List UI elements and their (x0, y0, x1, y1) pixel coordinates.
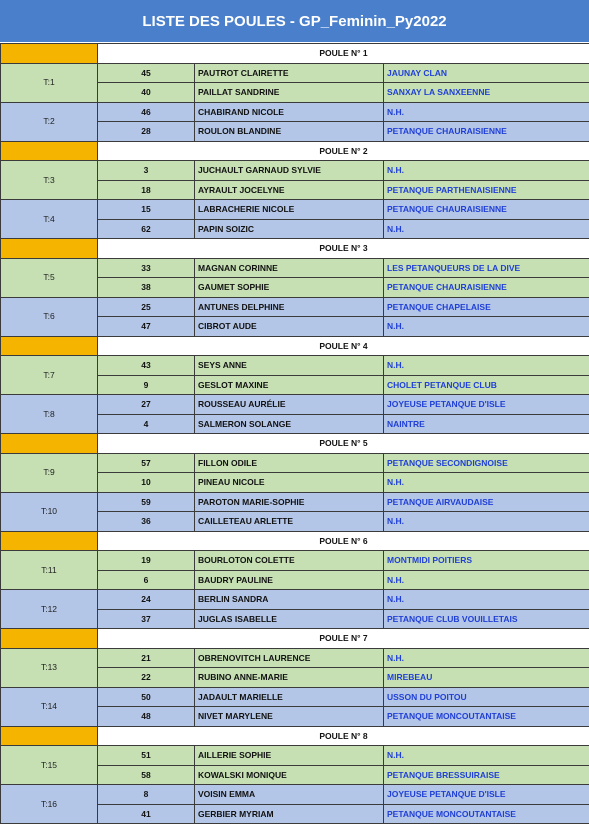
player-row (1, 492, 589, 512)
player-name: JADAULT MARIELLE (195, 687, 384, 707)
player-name: RUBINO ANNE-MARIE (195, 668, 384, 688)
player-number: 46 (98, 102, 195, 122)
player-club: NAINTRE (384, 414, 589, 434)
player-club: PETANQUE SECONDIGNOISE (384, 453, 589, 473)
player-club: PETANQUE BRESSUIRAISE (384, 765, 589, 785)
player-club: N.H. (384, 570, 589, 590)
poule-header-row (1, 531, 589, 551)
poule-header-row (1, 336, 589, 356)
team-label: T:9 (1, 453, 98, 492)
player-number: 8 (98, 785, 195, 805)
player-name: CHABIRAND NICOLE (195, 102, 384, 122)
player-number: 25 (98, 297, 195, 317)
player-club: LES PETANQUEURS DE LA DIVE (384, 258, 589, 278)
poule-header-row (1, 434, 589, 454)
player-number: 40 (98, 83, 195, 103)
player-number: 4 (98, 414, 195, 434)
team-label: T:3 (1, 161, 98, 200)
team-label: T:15 (1, 746, 98, 785)
poule-header-row (1, 239, 589, 259)
player-club: N.H. (384, 356, 589, 376)
poule-title: POULE N° 6 (98, 531, 589, 551)
team-label: T:1 (1, 63, 98, 102)
player-club: JAUNAY CLAN (384, 63, 589, 83)
player-number: 24 (98, 590, 195, 610)
poule-title: POULE N° 5 (98, 434, 589, 454)
poule-marker (1, 726, 98, 746)
player-row (1, 356, 589, 376)
player-number: 38 (98, 278, 195, 298)
team-label: T:10 (1, 492, 98, 531)
player-row (1, 785, 589, 805)
page-title: LISTE DES POULES - GP_Feminin_Py2022 (0, 0, 589, 42)
player-row (1, 102, 589, 122)
player-name: BOURLOTON COLETTE (195, 551, 384, 571)
player-number: 21 (98, 648, 195, 668)
player-name: OBRENOVITCH LAURENCE (195, 648, 384, 668)
player-name: ROULON BLANDINE (195, 122, 384, 142)
player-name: JUGLAS ISABELLE (195, 609, 384, 629)
player-club: PETANQUE PARTHENAISIENNE (384, 180, 589, 200)
player-club: SANXAY LA SANXEENNE (384, 83, 589, 103)
player-number: 33 (98, 258, 195, 278)
team-label: T:16 (1, 785, 98, 824)
player-number: 27 (98, 395, 195, 415)
player-club: PETANQUE CHAPELAISE (384, 297, 589, 317)
player-number: 28 (98, 122, 195, 142)
poule-header-row (1, 726, 589, 746)
player-club: N.H. (384, 590, 589, 610)
team-label: T:2 (1, 102, 98, 141)
player-row (1, 551, 589, 571)
player-number: 37 (98, 609, 195, 629)
team-label: T:12 (1, 590, 98, 629)
player-name: AYRAULT JOCELYNE (195, 180, 384, 200)
player-number: 62 (98, 219, 195, 239)
player-name: PAILLAT SANDRINE (195, 83, 384, 103)
player-name: NIVET MARYLENE (195, 707, 384, 727)
player-club: PETANQUE CHAURAISIENNE (384, 122, 589, 142)
player-number: 51 (98, 746, 195, 766)
player-name: SEYS ANNE (195, 356, 384, 376)
team-label: T:4 (1, 200, 98, 239)
player-name: AILLERIE SOPHIE (195, 746, 384, 766)
player-club: N.H. (384, 219, 589, 239)
poule-title: POULE N° 4 (98, 336, 589, 356)
team-label: T:6 (1, 297, 98, 336)
player-club: N.H. (384, 746, 589, 766)
player-name: CAILLETEAU ARLETTE (195, 512, 384, 532)
player-club: PETANQUE CHAURAISIENNE (384, 278, 589, 298)
player-row (1, 590, 589, 610)
player-name: CIBROT AUDE (195, 317, 384, 337)
player-club: PETANQUE CLUB VOUILLETAIS (384, 609, 589, 629)
player-club: PETANQUE MONCOUTANTAISE (384, 707, 589, 727)
player-name: BAUDRY PAULINE (195, 570, 384, 590)
team-label: T:8 (1, 395, 98, 434)
poule-marker (1, 239, 98, 259)
player-name: MAGNAN CORINNE (195, 258, 384, 278)
team-label: T:7 (1, 356, 98, 395)
player-number: 58 (98, 765, 195, 785)
player-number: 45 (98, 63, 195, 83)
poule-marker (1, 434, 98, 454)
player-name: BERLIN SANDRA (195, 590, 384, 610)
player-number: 3 (98, 161, 195, 181)
poule-header-row (1, 141, 589, 161)
player-name: PAUTROT CLAIRETTE (195, 63, 384, 83)
player-number: 41 (98, 804, 195, 824)
player-row (1, 161, 589, 181)
poule-marker (1, 44, 98, 64)
poule-title: POULE N° 8 (98, 726, 589, 746)
player-club: N.H. (384, 317, 589, 337)
player-club: JOYEUSE PETANQUE D'ISLE (384, 785, 589, 805)
player-club: JOYEUSE PETANQUE D'ISLE (384, 395, 589, 415)
player-row (1, 746, 589, 766)
player-name: GAUMET SOPHIE (195, 278, 384, 298)
player-club: N.H. (384, 648, 589, 668)
team-label: T:14 (1, 687, 98, 726)
player-club: MIREBEAU (384, 668, 589, 688)
player-number: 6 (98, 570, 195, 590)
player-row (1, 453, 589, 473)
player-club: USSON DU POITOU (384, 687, 589, 707)
player-row (1, 687, 589, 707)
player-number: 9 (98, 375, 195, 395)
poule-title: POULE N° 2 (98, 141, 589, 161)
player-name: PAPIN SOIZIC (195, 219, 384, 239)
poule-marker (1, 141, 98, 161)
poule-marker (1, 531, 98, 551)
poule-header-row (1, 44, 589, 64)
player-row (1, 63, 589, 83)
poule-header-row (1, 629, 589, 649)
player-row (1, 258, 589, 278)
player-number: 19 (98, 551, 195, 571)
player-number: 36 (98, 512, 195, 532)
player-number: 43 (98, 356, 195, 376)
player-number: 47 (98, 317, 195, 337)
player-name: KOWALSKI MONIQUE (195, 765, 384, 785)
poule-marker (1, 336, 98, 356)
player-club: N.H. (384, 102, 589, 122)
team-label: T:13 (1, 648, 98, 687)
player-name: GESLOT MAXINE (195, 375, 384, 395)
player-name: LABRACHERIE NICOLE (195, 200, 384, 220)
player-number: 15 (98, 200, 195, 220)
poule-marker (1, 629, 98, 649)
player-club: CHOLET PETANQUE CLUB (384, 375, 589, 395)
player-name: GERBIER MYRIAM (195, 804, 384, 824)
player-row (1, 200, 589, 220)
player-number: 59 (98, 492, 195, 512)
player-club: N.H. (384, 473, 589, 493)
player-name: FILLON ODILE (195, 453, 384, 473)
poules-table (0, 43, 589, 824)
poule-title: POULE N° 1 (98, 44, 589, 64)
player-name: PINEAU NICOLE (195, 473, 384, 493)
team-label: T:11 (1, 551, 98, 590)
player-number: 22 (98, 668, 195, 688)
player-number: 50 (98, 687, 195, 707)
player-name: VOISIN EMMA (195, 785, 384, 805)
player-row (1, 297, 589, 317)
player-number: 18 (98, 180, 195, 200)
player-club: PETANQUE MONCOUTANTAISE (384, 804, 589, 824)
poule-title: POULE N° 7 (98, 629, 589, 649)
player-club: N.H. (384, 161, 589, 181)
poule-title: POULE N° 3 (98, 239, 589, 259)
player-row (1, 395, 589, 415)
player-name: PAROTON MARIE-SOPHIE (195, 492, 384, 512)
player-number: 48 (98, 707, 195, 727)
poules-sheet (0, 43, 589, 824)
player-club: MONTMIDI POITIERS (384, 551, 589, 571)
team-label: T:5 (1, 258, 98, 297)
player-club: PETANQUE AIRVAUDAISE (384, 492, 589, 512)
player-number: 10 (98, 473, 195, 493)
player-row (1, 648, 589, 668)
player-name: JUCHAULT GARNAUD SYLVIE (195, 161, 384, 181)
player-number: 57 (98, 453, 195, 473)
player-name: ROUSSEAU AURÉLIE (195, 395, 384, 415)
player-name: SALMERON SOLANGE (195, 414, 384, 434)
player-club: PETANQUE CHAURAISIENNE (384, 200, 589, 220)
player-name: ANTUNES DELPHINE (195, 297, 384, 317)
player-club: N.H. (384, 512, 589, 532)
